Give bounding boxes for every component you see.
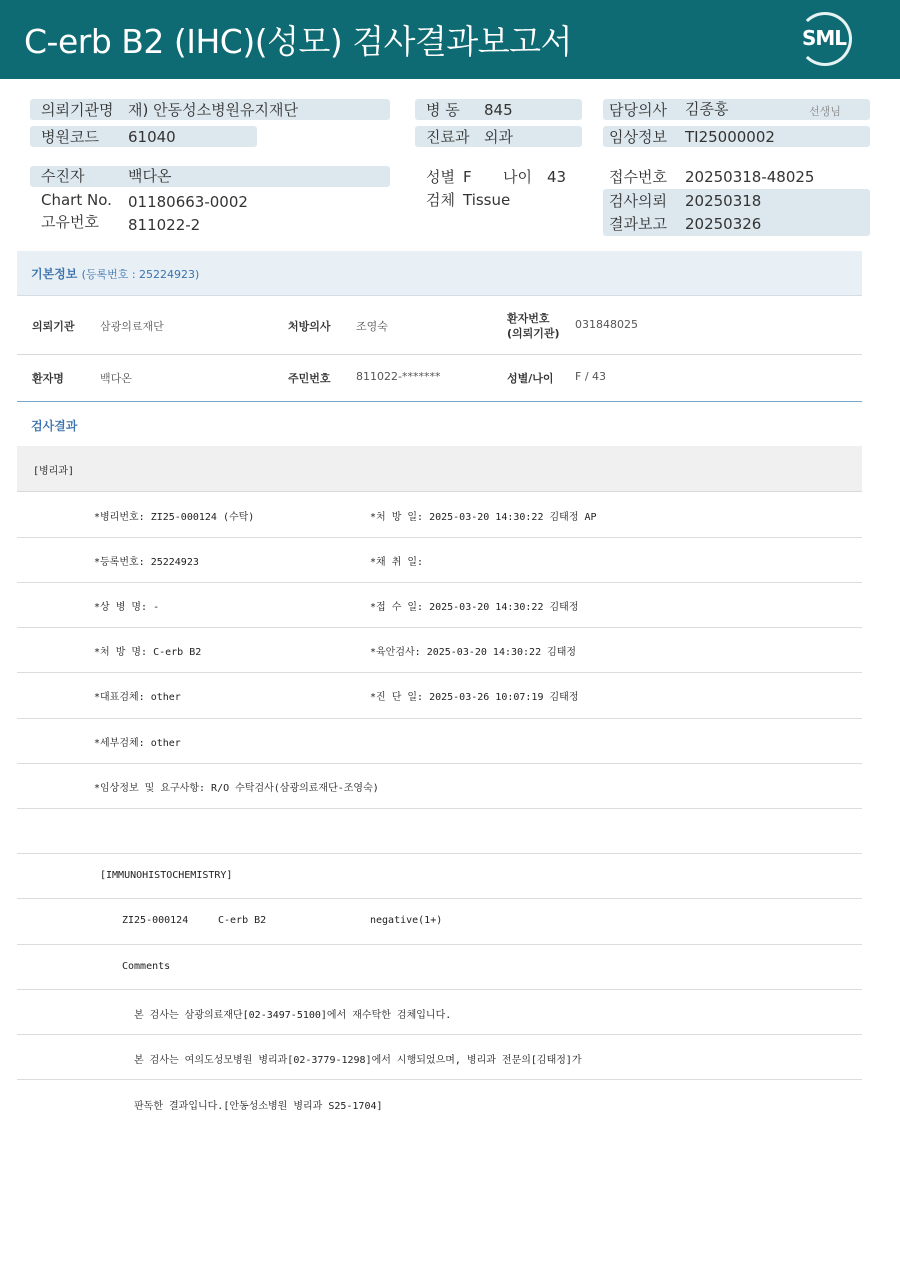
collection-date: *채 취 일: bbox=[370, 557, 424, 568]
row-divider bbox=[17, 944, 862, 945]
pathology-number: *병리번호: ZI25-000124 (수탁) bbox=[94, 512, 255, 523]
comment-line: 본 검사는 삼광의료재단[02-3497-5100]에서 재수탁한 검체입니다. bbox=[134, 1010, 452, 1021]
prescriber-label: 처방의사 bbox=[288, 320, 331, 333]
prescription-name: *처 방 명: C-erb B2 bbox=[94, 647, 202, 658]
patient-number-label: 환자번호 bbox=[507, 312, 550, 325]
resident-number-label: 주민번호 bbox=[288, 372, 331, 385]
department-label: 진료과 bbox=[426, 128, 470, 146]
row-divider bbox=[17, 763, 862, 764]
clinical-info-label: 임상정보 bbox=[609, 128, 667, 146]
patient-number-value: 031848025 bbox=[575, 318, 638, 331]
ihc-header: [IMMUNOHISTOCHEMISTRY] bbox=[100, 870, 233, 881]
row-divider bbox=[17, 627, 862, 628]
chart-value: 01180663-0002 bbox=[128, 193, 248, 211]
prescription-date: *처 방 일: 2025-03-20 14:30:22 김태정 AP bbox=[370, 512, 597, 523]
row-divider bbox=[17, 537, 862, 538]
ihc-id: ZI25-000124 bbox=[122, 915, 189, 926]
requesting-org-value: 삼광의료재단 bbox=[100, 320, 164, 333]
patient-value: 백다온 bbox=[128, 167, 172, 185]
gross-exam-date: *육안검사: 2025-03-20 14:30:22 김태정 bbox=[370, 647, 577, 658]
comment-line: 본 검사는 여의도성모병원 병리과[02-3779-1298]에서 시행되었으며, 병리과 전문의[김태정]가 bbox=[134, 1055, 582, 1066]
row-divider bbox=[17, 672, 862, 673]
chart-label: Chart No. bbox=[41, 191, 112, 209]
request-label: 검사의뢰 bbox=[609, 192, 667, 210]
detail-specimen: *세부검체: other bbox=[94, 738, 181, 749]
receipt-value: 20250318-48025 bbox=[685, 168, 815, 186]
requesting-org-label: 의뢰기관 bbox=[32, 320, 75, 333]
unique-label: 고유번호 bbox=[41, 213, 99, 231]
patient-name-label: 환자명 bbox=[32, 372, 64, 385]
patient-number-sublabel: (의뢰기관) bbox=[507, 327, 560, 340]
report-header bbox=[0, 0, 900, 79]
request-value: 20250318 bbox=[685, 192, 762, 210]
row-divider bbox=[17, 582, 862, 583]
report-title: C-erb B2 (IHC)(성모) 검사결과보고서 bbox=[24, 22, 572, 61]
doctor-value: 김종홍 bbox=[685, 100, 729, 118]
sml-logo bbox=[798, 12, 852, 66]
basic-info-row-1 bbox=[17, 296, 862, 355]
sex-age-value: F / 43 bbox=[575, 370, 607, 383]
hospital-code-value: 61040 bbox=[128, 128, 176, 146]
report-date-label: 결과보고 bbox=[609, 215, 667, 233]
clinical-request: *임상정보 및 요구사항: R/O 수탁검사(삼광의료재단-조영숙) bbox=[94, 783, 379, 794]
receipt-label: 접수번호 bbox=[609, 168, 667, 186]
doctor-label: 담당의사 bbox=[609, 101, 667, 119]
age-value: 43 bbox=[547, 168, 567, 186]
sex-age-label: 성별/나이 bbox=[507, 372, 554, 385]
patient-label: 수진자 bbox=[41, 167, 85, 185]
hospital-code-label: 병원코드 bbox=[41, 128, 99, 146]
age-label: 나이 bbox=[503, 168, 532, 186]
ward-value: 845 bbox=[484, 101, 513, 119]
row-divider bbox=[17, 989, 862, 990]
basic-info-title-text: 기본정보 bbox=[31, 267, 78, 281]
registration-number: (등록번호 : 25224923) bbox=[81, 268, 200, 281]
basic-info-title bbox=[31, 265, 199, 282]
resident-number-value: 811022-******* bbox=[356, 370, 441, 383]
row-divider bbox=[17, 898, 862, 899]
row-divider bbox=[17, 808, 862, 809]
sex-label: 성별 bbox=[426, 168, 455, 186]
sex-value: F bbox=[463, 168, 472, 186]
row-divider bbox=[17, 1079, 862, 1080]
comment-line: 판독한 결과입니다.[안동성소병원 병리과 S25-1704] bbox=[134, 1101, 383, 1112]
row-divider bbox=[17, 1034, 862, 1035]
doctor-suffix: 선생님 bbox=[809, 105, 841, 118]
ihc-result: negative(1+) bbox=[370, 915, 443, 926]
specimen-value: Tissue bbox=[463, 191, 511, 209]
diagnosis-date: *진 단 일: 2025-03-26 10:07:19 김태정 bbox=[370, 692, 579, 703]
institution-value: 재) 안동성소병원유지재단 bbox=[128, 101, 299, 119]
institution-label: 의뢰기관명 bbox=[41, 101, 114, 119]
diagnosis-name: *상 병 명: - bbox=[94, 602, 160, 613]
report-date-value: 20250326 bbox=[685, 215, 762, 233]
results-title: 검사결과 bbox=[31, 419, 78, 433]
department-row bbox=[17, 446, 862, 492]
basic-info-header bbox=[17, 251, 862, 296]
results-header bbox=[17, 401, 862, 447]
registration-line: *등록번호: 25224923 bbox=[94, 557, 199, 568]
ward-label: 병 동 bbox=[426, 101, 460, 119]
prescriber-value: 조영숙 bbox=[356, 320, 388, 333]
department-tag: [병리과] bbox=[33, 466, 75, 477]
patient-name-value: 백다온 bbox=[100, 372, 132, 385]
logo-text: SML bbox=[802, 26, 847, 50]
basic-info-row-2 bbox=[17, 355, 862, 400]
main-specimen: *대표검체: other bbox=[94, 692, 181, 703]
unique-value: 811022-2 bbox=[128, 216, 201, 234]
comments-label: Comments bbox=[122, 961, 171, 972]
clinical-info-value: TI25000002 bbox=[685, 128, 775, 146]
department-value: 외과 bbox=[484, 128, 513, 146]
row-divider bbox=[17, 718, 862, 719]
receipt-date: *접 수 일: 2025-03-20 14:30:22 김태정 bbox=[370, 602, 579, 613]
ihc-test: C-erb B2 bbox=[218, 915, 267, 926]
row-divider bbox=[17, 853, 862, 854]
specimen-label: 검체 bbox=[426, 191, 455, 209]
